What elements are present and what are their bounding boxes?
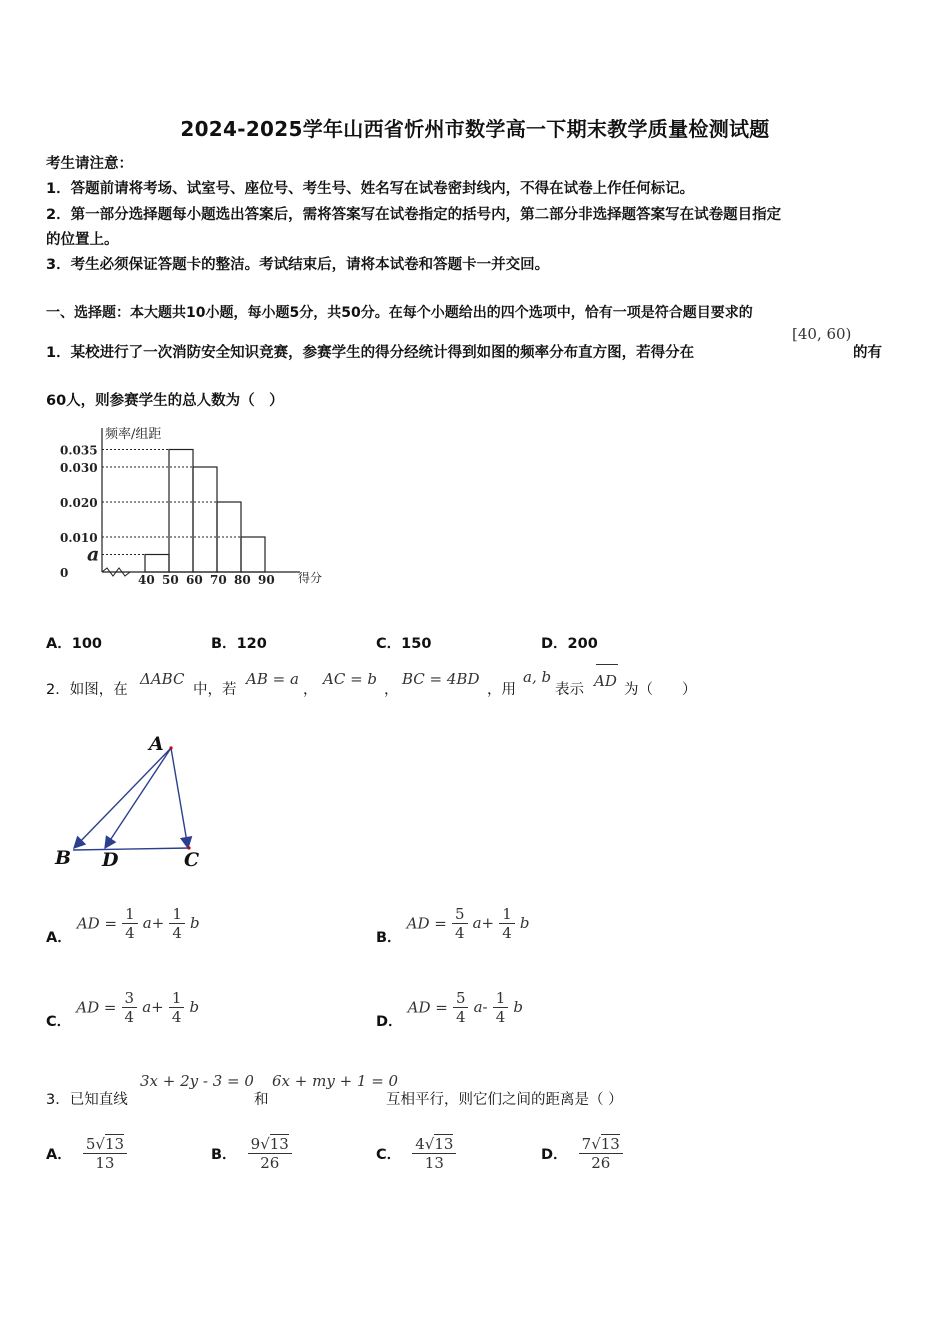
- notice-item: 3．考生必须保证答题卡的整洁。考试结束后，请将本试卷和答题卡一并交回。: [46, 257, 550, 273]
- histogram-bar: [241, 537, 265, 572]
- histogram-bar: [145, 555, 169, 573]
- q2-triangle: ΔABC: [140, 670, 185, 688]
- q3-option-b[interactable]: B． $\frac{9√13}{26}$: [211, 1135, 292, 1172]
- q3-option-a[interactable]: A． $\frac{5√13}{13}$: [46, 1135, 127, 1172]
- x-axis-label: 得分: [298, 571, 323, 585]
- q2-option-a[interactable]: A． AD = $\frac{1}{4}$ a+ $\frac{1}{4}$ b: [46, 905, 200, 946]
- segment-ad: [105, 748, 171, 848]
- triangle-figure: [48, 730, 218, 875]
- label-d: D: [102, 849, 119, 871]
- label-c: C: [184, 849, 200, 871]
- notice-item: 的位置上。: [46, 232, 119, 248]
- x-tick-label: 90: [258, 573, 275, 587]
- histogram-chart: [55, 420, 335, 592]
- y-tick-label: a: [87, 543, 100, 566]
- notice-heading: 考生请注意：: [46, 156, 133, 172]
- q3-option-d[interactable]: D． $\frac{7√13}{26}$: [541, 1135, 623, 1172]
- q2-option-b[interactable]: B． AD = $\frac{5}{4}$ a+ $\frac{1}{4}$ b: [376, 905, 530, 946]
- y-tick-label: 0.035: [60, 443, 98, 458]
- q2-mid3: 表示: [555, 682, 584, 698]
- q3-line1: 3x + 2y - 3 = 0: [140, 1072, 254, 1090]
- y-tick-label: 0.020: [60, 496, 98, 510]
- q2-eq2: AC = b: [323, 670, 378, 688]
- segment-ab: [74, 748, 171, 848]
- q2-option-c[interactable]: C． AD = $\frac{3}{4}$ a+ $\frac{1}{4}$ b: [46, 989, 200, 1030]
- q2-mid1: 中，若: [193, 682, 237, 698]
- q3-mid: 和: [254, 1092, 269, 1108]
- q1-option-a[interactable]: A．100: [46, 636, 103, 652]
- q2-mid2: ，用: [487, 682, 516, 698]
- q2-sep: ，: [384, 682, 399, 698]
- x-tick-label: 70: [210, 573, 227, 587]
- page-title: 2024-2025学年山西省忻州市数学高一下期末教学质量检测试题: [180, 117, 770, 141]
- q3-option-c[interactable]: C． $\frac{4√13}{13}$: [376, 1135, 456, 1172]
- x-tick-label: 60: [186, 573, 203, 587]
- point-a: [169, 746, 172, 749]
- y-tick-label: 0.030: [60, 461, 98, 475]
- q1-text: 1．某校进行了一次消防安全知识竞赛，参赛学生的得分经统计得到如图的频率分布直方图，若得分在: [46, 345, 695, 361]
- notice-item: 1．答题前请将考场、试室号、座位号、考生号、姓名写在试卷密封线内，不得在试卷上作任何标记。: [46, 181, 695, 197]
- q1-text-b: 的有: [853, 345, 882, 361]
- section-heading: 一、选择题：本大题共10小题，每小题5分，共50分。在每个小题给出的四个选项中，恰有一项是符合题目要求的: [46, 305, 753, 321]
- notice-item: 2．第一部分选择题每小题选出答案后，需将答案写在试卷指定的括号内，第二部分非选择题答案写在试卷题目指定: [46, 207, 782, 223]
- q1-option-c[interactable]: C．150: [376, 636, 432, 652]
- histogram-bar: [217, 502, 241, 572]
- q2-sep: ，: [303, 682, 318, 698]
- q1-interval: [40, 60): [792, 325, 852, 343]
- q2-prefix: 2．如图，在: [46, 682, 128, 698]
- q2-eq1: AB = a: [246, 670, 299, 688]
- q2-vars: a, b: [523, 668, 552, 686]
- x-tick-label: 50: [162, 573, 179, 587]
- y-tick-label: 0.010: [60, 531, 98, 545]
- q2-eq3: BC = 4BD: [402, 670, 480, 688]
- y-axis-label: 频率/组距: [105, 427, 162, 442]
- segment-ac: [171, 748, 188, 848]
- q2-suffix: 为（ ）: [624, 682, 697, 698]
- x-tick-label: 80: [234, 573, 251, 587]
- q3-prefix: 3．已知直线: [46, 1092, 128, 1108]
- q1-option-d[interactable]: D．200: [541, 636, 598, 652]
- q2-target: AD: [594, 672, 617, 690]
- q2-option-d[interactable]: D． AD = $\frac{5}{4}$ a- $\frac{1}{4}$ b: [376, 989, 523, 1030]
- q3-line2: 6x + my + 1 = 0: [272, 1072, 399, 1090]
- x-tick-label: 40: [138, 573, 155, 587]
- q3-suffix: 互相平行，则它们之间的距离是（ ）: [386, 1092, 623, 1108]
- histogram-bar: [193, 467, 217, 572]
- q1-text-c: 60人，则参赛学生的总人数为（ ）: [46, 393, 284, 409]
- label-b: B: [55, 847, 72, 869]
- y-tick-label: 0: [60, 566, 69, 580]
- histogram-bar: [169, 450, 193, 573]
- segment-bc: [73, 848, 190, 850]
- label-a: A: [149, 733, 164, 755]
- q1-option-b[interactable]: B．120: [211, 636, 267, 652]
- vector-arrow-icon: [596, 664, 618, 671]
